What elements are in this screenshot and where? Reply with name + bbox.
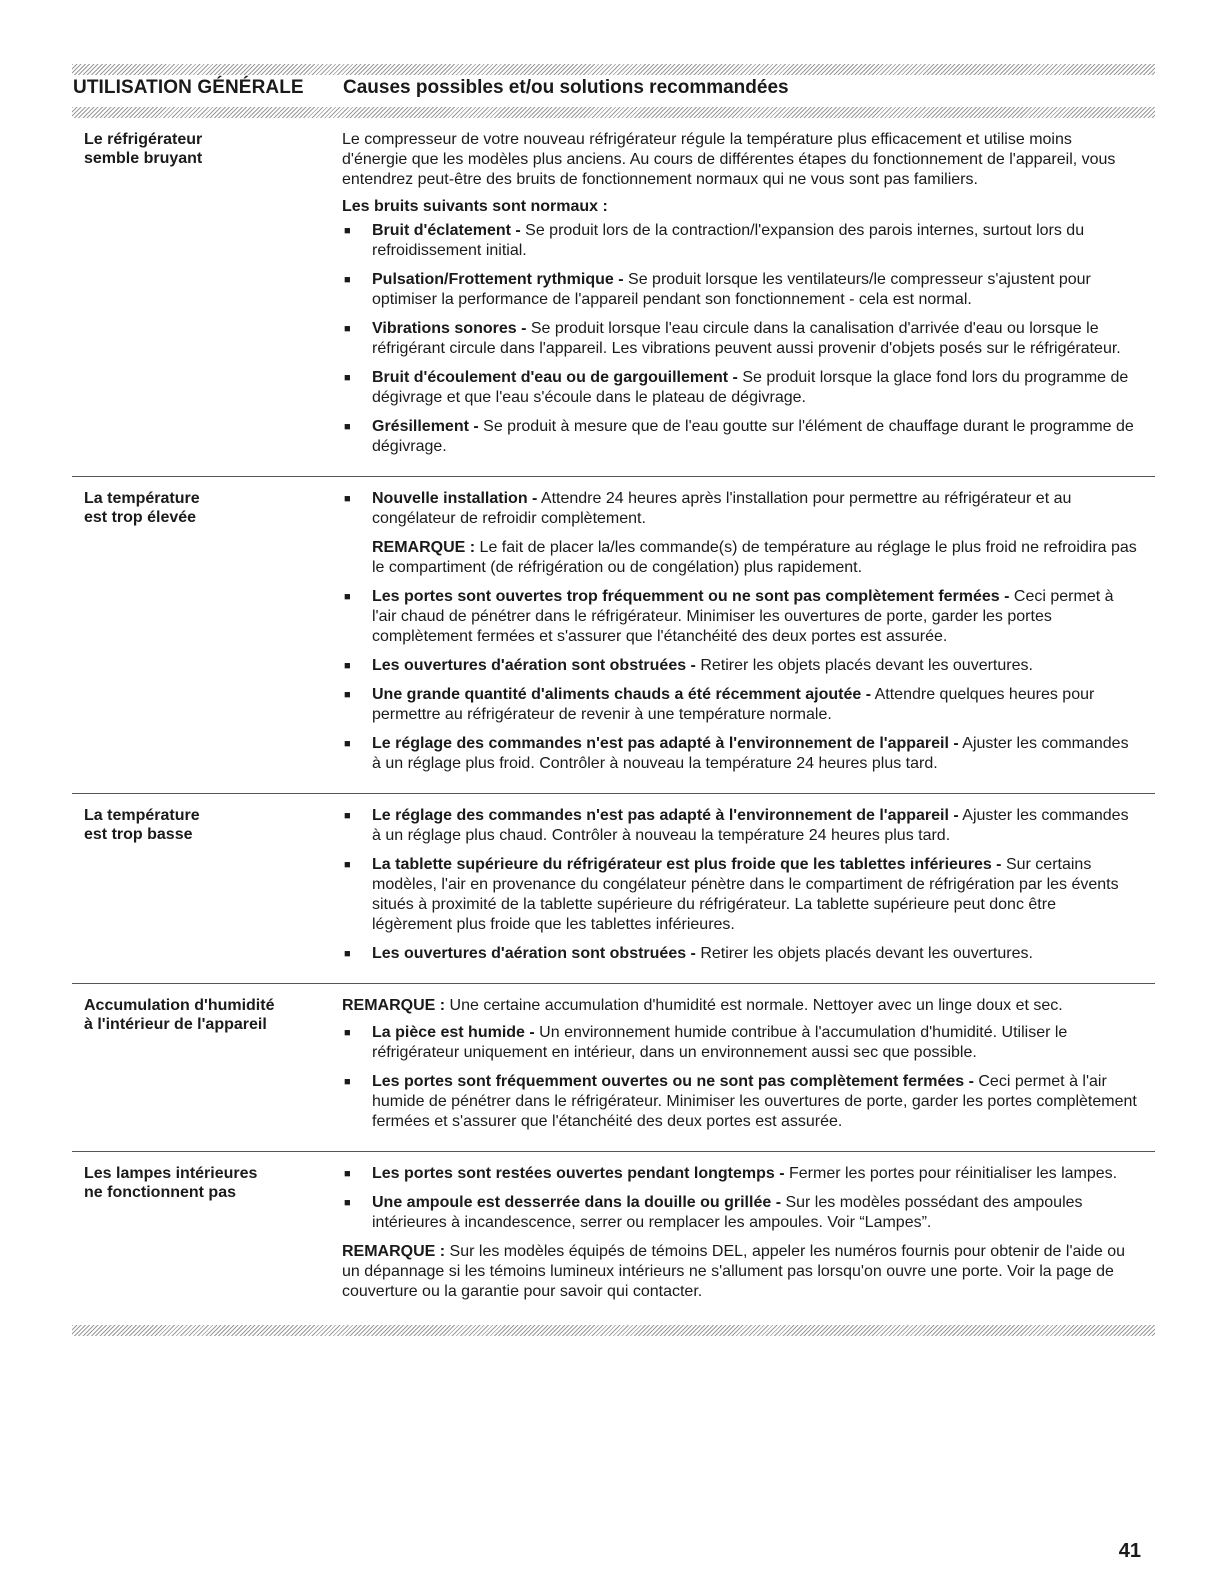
note: [342, 996, 1140, 1016]
bullet-square-icon: ■: [344, 274, 351, 286]
bullet-square-icon: ■: [344, 225, 351, 237]
problem-line: Le réfrigérateur: [84, 131, 203, 148]
note: [342, 1242, 1140, 1302]
cause-text: Attendre 24 heures après l'installation pour permettre au réfrigérateur et au congélateur de refroidir complètement.: [372, 490, 1072, 527]
table-row: [72, 1151, 1155, 1319]
note-label: REMARQUE :: [342, 997, 446, 1014]
list-item: [342, 417, 1140, 457]
cause-title: Nouvelle installation -: [372, 490, 538, 507]
cause-text: Un environnement humide contribue à l'accumulation d'humidité. Utiliser le réfrigérateur uniquement en intérieur, dans un environnement aussi sec que possible.: [372, 1024, 1068, 1061]
note-text: Le fait de placer la/les commande(s) de température au réglage le plus froid ne refroidira pas le compartiment (de réfrigération ou de congélation) plus rapidement.: [372, 539, 1137, 576]
table-row: [72, 793, 1155, 983]
cause-text: Retirer les objets placés devant les ouvertures.: [695, 945, 1033, 962]
bullet-square-icon: ■: [344, 948, 351, 960]
problem-line: est trop élevée: [84, 509, 197, 526]
problem-line: à l'intérieur de l'appareil: [84, 1016, 267, 1033]
problem-label: [72, 806, 342, 973]
list-item: [342, 1164, 1140, 1184]
bullet-square-icon: ■: [344, 689, 351, 701]
bullet-square-icon: ■: [344, 421, 351, 433]
cause-title: Les portes sont fréquemment ouvertes ou ne sont pas complètement fermées -: [372, 1073, 974, 1090]
bullet-square-icon: ■: [344, 493, 351, 505]
list-item: [342, 1072, 1140, 1132]
list-item: [342, 806, 1140, 846]
cause-text: Se produit lorsque l'eau circule dans la canalisation d'arrivée d'eau ou lorsque le réfrigérant circule dans l'appareil. Les vibrations peuvent aussi provenir d'objets posés sur le réfrigérateur.: [372, 320, 1121, 357]
problem-line: est trop basse: [84, 826, 193, 843]
problem-label: [72, 1164, 342, 1309]
note-text: Une certaine accumulation d'humidité est normale. Nettoyer avec un linge doux et sec.: [445, 997, 1063, 1014]
list-item: [342, 944, 1140, 964]
bullet-square-icon: ■: [344, 810, 351, 822]
subheading: Les bruits suivants sont normaux :: [342, 198, 608, 215]
solutions: [342, 1164, 1140, 1309]
list-item: [342, 489, 1140, 529]
problem-label: [72, 489, 342, 783]
cause-text: Se produit lorsque les ventilateurs/le compresseur s'ajustent pour optimiser la performance de l'appareil pendant son fonctionnement - cela est normal.: [372, 271, 1091, 308]
cause-text: Sur certains modèles, l'air en provenance du congélateur pénètre dans le compartiment de réfrigération par les évents situés à proximité de la tablette supérieure du réfrigérateur. La tablette supérieure peut donc être légèrement plus froide que les tablettes inférieures.: [372, 856, 1119, 933]
table-row: [72, 983, 1155, 1151]
cause-title: Bruit d'éclatement -: [372, 222, 521, 239]
problem-label: [72, 996, 342, 1141]
note-text: Sur les modèles équipés de témoins DEL, appeler les numéros fournis pour obtenir de l'aide ou un dépannage si les témoins lumineux intérieurs ne s'allument pas lorsqu'on ouvre une porte. Voir la page de couverture ou la garantie pour savoir qui contacter.: [342, 1243, 1125, 1300]
bullet-square-icon: ■: [344, 1027, 351, 1039]
cause-text: Ceci permet à l'air humide de pénétrer dans le réfrigérateur. Minimiser les ouvertures de porte, garder les portes complètement fermées et s'assurer que l'étanchéité des deux portes est assurée.: [372, 1073, 1137, 1130]
list-item: [342, 587, 1140, 647]
bullet-square-icon: ■: [344, 323, 351, 335]
list-item: [342, 368, 1140, 408]
cause-title: Les ouvertures d'aération sont obstruées -: [372, 945, 696, 962]
note: [372, 538, 1140, 578]
list-item: [342, 319, 1140, 359]
problem-line: semble bruyant: [84, 150, 203, 167]
problem-line: La température: [84, 807, 200, 824]
bullet-square-icon: ■: [344, 1076, 351, 1088]
bullet-square-icon: ■: [344, 591, 351, 603]
cause-title: Pulsation/Frottement rythmique -: [372, 271, 624, 288]
cause-title: Le réglage des commandes n'est pas adapté à l'environnement de l'appareil -: [372, 735, 959, 752]
bottom-hatch-rule: [72, 1325, 1155, 1336]
cause-text: Sur les modèles possédant des ampoules intérieures à incandescence, serrer ou remplacer les ampoules. Voir “Lampes”.: [372, 1194, 1083, 1231]
bullet-square-icon: ■: [344, 1168, 351, 1180]
cause-title: Vibrations sonores -: [372, 320, 527, 337]
cause-text: Ajuster les commandes à un réglage plus froid. Contrôler à nouveau la température 24 heures plus tard.: [372, 735, 1129, 772]
top-hatch-rule: [72, 64, 1155, 75]
cause-text: Retirer les objets placés devant les ouvertures.: [695, 657, 1033, 674]
problem-line: La température: [84, 490, 200, 507]
solutions: [342, 806, 1140, 973]
bullet-square-icon: ■: [344, 859, 351, 871]
header-hatch-rule: [72, 107, 1155, 118]
cause-title: Une grande quantité d'aliments chauds a été récemment ajoutée -: [372, 686, 872, 703]
cause-text: Ajuster les commandes à un réglage plus chaud. Contrôler à nouveau la température 24 heures plus tard.: [372, 807, 1129, 844]
cause-title: La pièce est humide -: [372, 1024, 535, 1041]
cause-text: Attendre quelques heures pour permettre au réfrigérateur de revenir à une température normale.: [372, 686, 1095, 723]
header-category: UTILISATION GÉNÉRALE: [73, 77, 304, 98]
note-label: REMARQUE :: [372, 539, 476, 556]
note-label: REMARQUE :: [342, 1243, 446, 1260]
solutions: [342, 130, 1140, 466]
list-item: [342, 1193, 1140, 1233]
list-item: [342, 685, 1140, 725]
cause-title: Bruit d'écoulement d'eau ou de gargouillement -: [372, 369, 738, 386]
cause-text: Se produit lorsque la glace fond lors du programme de dégivrage et que l'eau s'écoule dans le plateau de dégivrage.: [372, 369, 1129, 406]
cause-text: Se produit lors de la contraction/l'expansion des parois internes, surtout lors du refroidissement initial.: [372, 222, 1085, 259]
list-item: [342, 656, 1140, 676]
list-item: [342, 734, 1140, 774]
cause-title: Les portes sont restées ouvertes pendant longtemps -: [372, 1165, 785, 1182]
table-header: [72, 75, 1155, 107]
cause-text: Se produit à mesure que de l'eau goutte sur l'élément de chauffage durant le programme de dégivrage.: [372, 418, 1134, 455]
bullet-square-icon: ■: [344, 372, 351, 384]
cause-title: La tablette supérieure du réfrigérateur est plus froide que les tablettes inférieures -: [372, 856, 1002, 873]
problem-line: Accumulation d'humidité: [84, 997, 275, 1014]
bullet-square-icon: ■: [344, 738, 351, 750]
cause-text: Ceci permet à l'air chaud de pénétrer dans le réfrigérateur. Minimiser les ouvertures de porte, garder les portes complètement fermées et s'assurer que l'étanchéité des deux portes est assurée.: [372, 588, 1114, 645]
intro-paragraph: Le compresseur de votre nouveau réfrigérateur régule la température plus efficacement et utilise moins d'énergie que les modèles plus anciens. Au cours de différentes étapes du fonctionnement de l'appareil, vous entendrez peut-être des bruits de fonctionnement normaux qui ne vous sont pas familiers.: [342, 131, 1116, 188]
bullet-square-icon: ■: [344, 660, 351, 672]
page-number: 41: [1118, 1540, 1141, 1562]
troubleshooting-page: [72, 64, 1155, 1336]
cause-title: Le réglage des commandes n'est pas adapté à l'environnement de l'appareil -: [372, 807, 959, 824]
list-item: [342, 1023, 1140, 1063]
cause-title: Les portes sont ouvertes trop fréquemment ou ne sont pas complètement fermées -: [372, 588, 1010, 605]
solutions: [342, 996, 1140, 1141]
list-item: [342, 221, 1140, 261]
cause-title: Les ouvertures d'aération sont obstruées -: [372, 657, 696, 674]
table-row: [72, 118, 1155, 476]
header-causes: Causes possibles et/ou solutions recommandées: [343, 77, 789, 98]
cause-title: Une ampoule est desserrée dans la douille ou grillée -: [372, 1194, 782, 1211]
cause-title: Grésillement -: [372, 418, 479, 435]
problem-line: Les lampes intérieures: [84, 1165, 258, 1182]
problem-line: ne fonctionnent pas: [84, 1184, 236, 1201]
solutions: [342, 489, 1140, 783]
list-item: [342, 855, 1140, 935]
cause-text: Fermer les portes pour réinitialiser les lampes.: [784, 1165, 1118, 1182]
list-item: [342, 270, 1140, 310]
bullet-square-icon: ■: [344, 1197, 351, 1209]
problem-label: [72, 130, 342, 466]
table-row: [72, 476, 1155, 793]
